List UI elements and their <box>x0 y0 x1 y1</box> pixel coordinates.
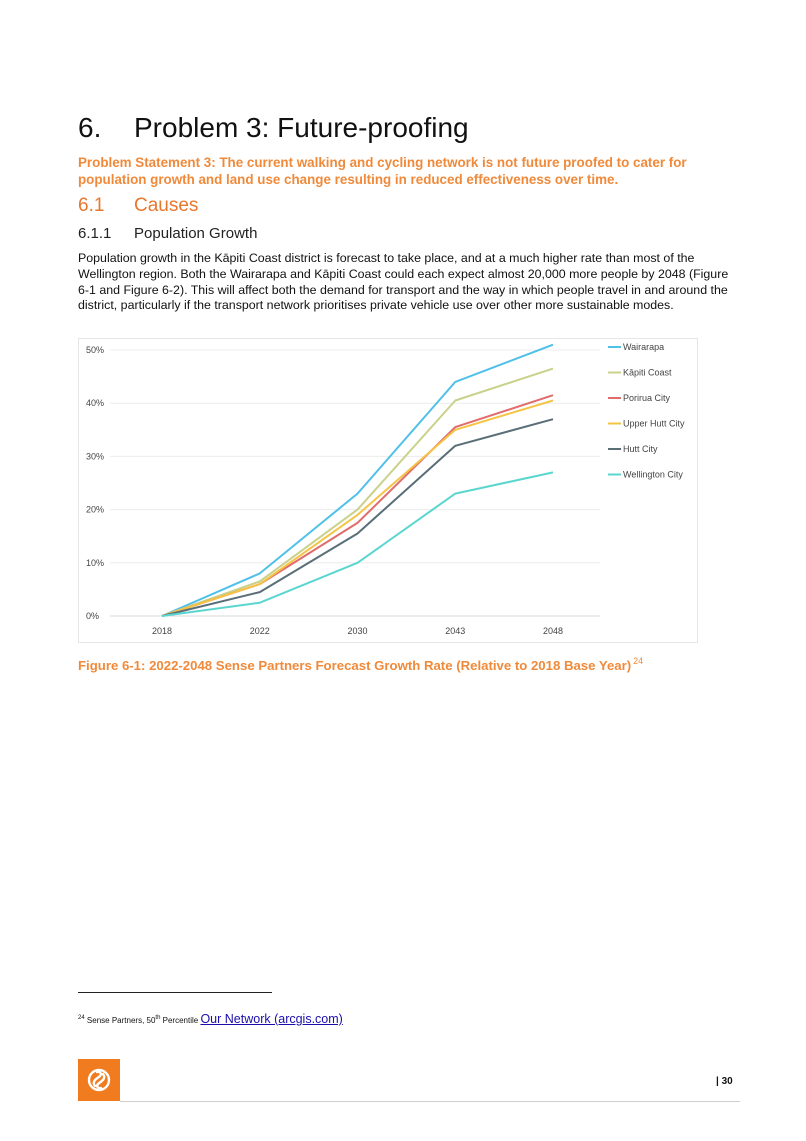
footnote-divider <box>78 992 272 993</box>
chart-series <box>162 345 553 616</box>
footnote-reference[interactable]: 24 <box>633 656 644 666</box>
x-tick-label: 2043 <box>445 626 466 636</box>
series-line <box>162 395 553 616</box>
body-paragraph: Population growth in the Kāpiti Coast district is forecast to take place, and at a much higher rate than most of the Wellington region. Both the Wairarapa and Kāpiti Coast could each expect almost 20,000 more people by 2048 (Figure 6-1 and Figure 6-2). This will affect both the demand for transport and the way in which people travel in and around the district, particularly if the transport network prioritises private vehicle use over other more sustainable modes. <box>78 251 729 313</box>
series-line <box>162 345 553 616</box>
company-logo <box>78 1059 120 1101</box>
legend-label: Wairarapa <box>623 342 665 352</box>
section-heading-title: Problem 3: Future-proofing <box>134 112 469 143</box>
y-tick-label: 0% <box>86 611 100 621</box>
footnote-text-sup: th <box>155 1015 161 1021</box>
series-line <box>162 419 553 616</box>
legend-label: Wellington City <box>623 469 683 480</box>
x-tick-label: 2048 <box>542 626 564 636</box>
chart-legend <box>608 342 685 480</box>
footnote-marker: 24 <box>78 1015 85 1021</box>
chart-grid <box>110 350 600 616</box>
footnote-text-2: Percentile <box>160 1016 201 1025</box>
y-tick-label: 20% <box>86 504 105 515</box>
figure-caption <box>78 656 643 673</box>
footer-divider <box>120 1101 740 1102</box>
section-heading-number: 6. <box>78 112 102 143</box>
page-number: | 30 <box>716 1076 733 1087</box>
legend-label: Porirua City <box>623 393 671 403</box>
subsubsection-heading <box>78 225 257 242</box>
logo-icon <box>78 1059 120 1101</box>
y-axis-ticks <box>86 345 104 621</box>
section-heading <box>78 112 469 144</box>
problem-statement: Problem Statement 3: The current walking and cycling network is not future proofed to cater for population growth and land use change resulting in reduced effectiveness over time. <box>78 155 687 187</box>
subsection-title: Causes <box>134 195 199 216</box>
subsection-heading <box>78 195 198 217</box>
legend-label: Upper Hutt City <box>623 418 685 429</box>
subsubsection-title: Population Growth <box>134 225 258 242</box>
y-tick-label: 30% <box>86 451 105 462</box>
subsubsection-number: 6.1.1 <box>78 225 112 242</box>
footnote-text: Sense Partners, 50 <box>86 1016 156 1025</box>
footnote <box>78 1012 343 1026</box>
legend-label: Kāpiti Coast <box>623 367 672 378</box>
y-tick-label: 10% <box>86 557 105 568</box>
subsection-number: 6.1 <box>78 195 105 216</box>
y-tick-label: 40% <box>86 398 105 409</box>
footnote-link[interactable]: Our Network (arcgis.com) <box>200 1012 343 1026</box>
legend-label: Hutt City <box>623 444 658 454</box>
y-tick-label: 50% <box>86 345 105 355</box>
x-tick-label: 2022 <box>249 626 270 636</box>
x-axis-ticks <box>152 626 563 636</box>
figure-caption-text: Figure 6-1: 2022-2048 Sense Partners Forecast Growth Rate (Relative to 2018 Base Year) <box>78 658 632 673</box>
growth-rate-chart <box>78 338 698 643</box>
x-tick-label: 2030 <box>347 626 368 636</box>
x-tick-label: 2018 <box>151 626 173 636</box>
